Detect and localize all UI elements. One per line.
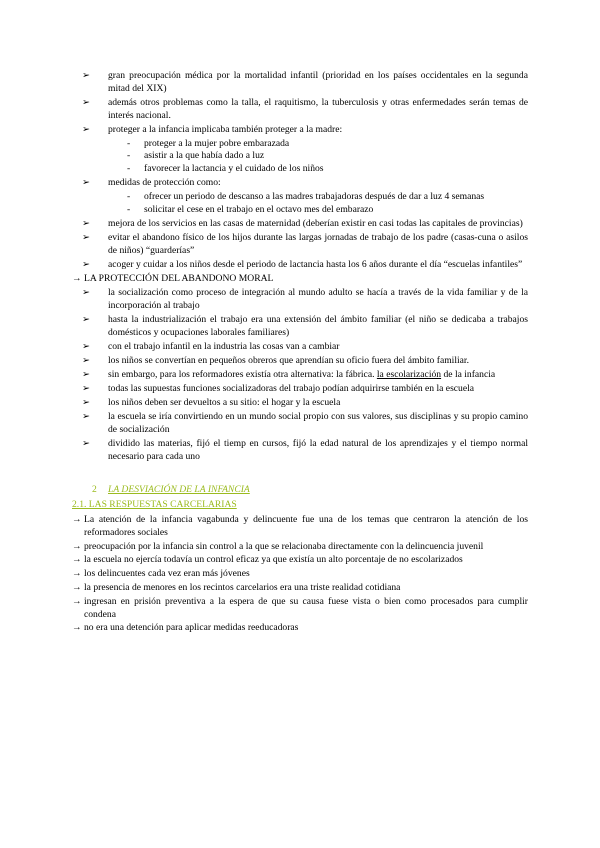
list-item: ➢ los niños deben ser devueltos a su sitio: el hogar y la escuela [82, 396, 341, 408]
arrow-bullet-icon: ➢ [82, 231, 91, 243]
list-item: ➢ evitar el abandono físico de los hijos durante las largas jornadas de trabajo de los padre (casas-cuna o asilos de niños) “guarderías” [82, 231, 528, 256]
arrow-bullet-icon: ➢ [82, 217, 91, 229]
list-item: ➢ los niños se convertían en pequeños obreros que aprendían su oficio fuera del ámbito familiar. [82, 354, 469, 366]
dash-marker: - [127, 150, 131, 162]
arrow-bullet-icon: ➢ [82, 368, 91, 380]
list-item: ➢ la socialización como proceso de integración al mundo adulto se hacía a través de la vida familiar y de la incorporación al trabajo [82, 287, 528, 312]
list-item: ➢ con el trabajo infantil en la industria las cosas van a cambiar [82, 341, 340, 352]
arrow-bullet-icon: ➢ [82, 287, 91, 299]
right-arrow-icon: → [72, 272, 82, 284]
list-item: ➢ acoger y cuidar a los niños desde el periodo de lactancia hasta los 6 años durante el día “escuelas infantiles” [82, 258, 523, 270]
dash-marker: - [127, 191, 131, 203]
list-item: ➢ además otros problemas como la talla, el raquitismo, la tuberculosis y otras enfermedades serán temas de interés nacional. [82, 96, 528, 121]
right-arrow-icon: → [72, 554, 82, 566]
arrow-bullet-icon: ➢ [82, 314, 91, 326]
right-arrow-icon: → [72, 540, 82, 552]
sub-list-item: - asistir a la que había dado a luz [127, 150, 265, 162]
list-item: ➢ la escuela se iría convirtiendo en un mundo social propio con sus valores, sus disciplinas y su propio camino de socialización [82, 410, 528, 435]
list-item: ➢ dividido las materias, fijó el tiemp en cursos, fijó la edad natural de los aprendizajes y el tiempo normal necesario para cada uno [82, 437, 528, 462]
right-arrow-icon: → [72, 514, 82, 526]
list-item: ➢ todas las supuestas funciones socializadoras del trabajo podían adquirirse también en la escuela [82, 382, 475, 394]
arrow-bullet-icon: ➢ [82, 96, 91, 108]
arrow-item: → preocupación por la infancia sin control a la que se relacionaba directamente con la delincuencia juvenil [72, 540, 484, 552]
document-body [72, 70, 528, 636]
spacer [72, 464, 528, 484]
list-item: ➢ sin embargo, para los reformadores existía otra alternativa: la fábrica. la escolarización de la infancia [82, 368, 496, 380]
arrow-bullet-icon: ➢ [82, 258, 91, 270]
list-item: ➢ medidas de protección como: [82, 177, 221, 189]
right-arrow-icon: → [72, 568, 82, 580]
list-item: ➢ mejora de los servicios en las casas de maternidad (deberían existir en casi todas las capitales de provincias) [82, 217, 523, 229]
list-item: ➢ proteger a la infancia implicaba también proteger a la madre: [82, 123, 343, 135]
right-arrow-icon: → [72, 595, 82, 607]
subsection-2-1-title: 2.1. LAS RESPUESTAS CARCELARIAS [72, 499, 237, 511]
arrow-bullet-icon: ➢ [82, 437, 91, 449]
list-item: ➢ gran preocupación médica por la mortalidad infantil (prioridad en los países occidentales en la segunda mitad del XIX) [82, 70, 528, 94]
section-heading: → LA PROTECCIÓN DEL ABANDONO MORAL [72, 272, 274, 284]
right-arrow-icon: → [72, 582, 82, 594]
arrow-item: → ingresan en prisión preventiva a la espera de que su causa fuese vista o bien como procesados para cumplir condena [72, 595, 528, 620]
arrow-bullet-icon: ➢ [82, 382, 91, 394]
arrow-bullet-icon: ➢ [82, 123, 91, 135]
dash-marker: - [127, 137, 131, 149]
sub-list-item: - favorecer la lactancia y el cuidado de los niños [127, 163, 324, 175]
arrow-bullet-icon: ➢ [82, 70, 91, 81]
arrow-bullet-icon: ➢ [82, 396, 91, 408]
section-2-title: 2 LA DESVIACIÓN DE LA INFANCIA [92, 484, 250, 496]
right-arrow-icon: → [72, 622, 82, 634]
dash-marker: - [127, 163, 131, 175]
dash-marker: - [127, 203, 131, 215]
sub-list-item: - solicitar el cese en el trabajo en el octavo mes del embarazo [127, 203, 374, 215]
sub-list-item: - ofrecer un periodo de descanso a las madres trabajadoras después de dar a luz 4 semanas [127, 191, 485, 203]
arrow-bullet-icon: ➢ [82, 341, 91, 352]
arrow-item: → la presencia de menores en los recintos carcelarios era una triste realidad cotidiana [72, 582, 401, 594]
arrow-bullet-icon: ➢ [82, 177, 91, 189]
arrow-item: → La atención de la infancia vagabunda y delincuente fue una de los temas que centraron la atención de los reformadores sociales [72, 514, 528, 538]
arrow-item: → no era una detención para aplicar medidas reeducadoras [72, 622, 299, 634]
arrow-item: → la escuela no ejercía todavía un control eficaz ya que existía un alto porcentaje de no escolarizados [72, 554, 463, 566]
arrow-bullet-icon: ➢ [82, 410, 91, 422]
list-item: ➢ hasta la industrialización el trabajo era una extensión del ámbito familiar (el niño se dedicaba a trabajos domésticos y ocupaciones laborales familiares) [82, 314, 528, 339]
underlined-term: la escolarización [376, 368, 442, 380]
arrow-bullet-icon: ➢ [82, 354, 91, 366]
sub-list-item: - proteger a la mujer pobre embarazada [127, 137, 290, 149]
arrow-item: → los delincuentes cada vez eran más jóvenes [72, 568, 250, 580]
